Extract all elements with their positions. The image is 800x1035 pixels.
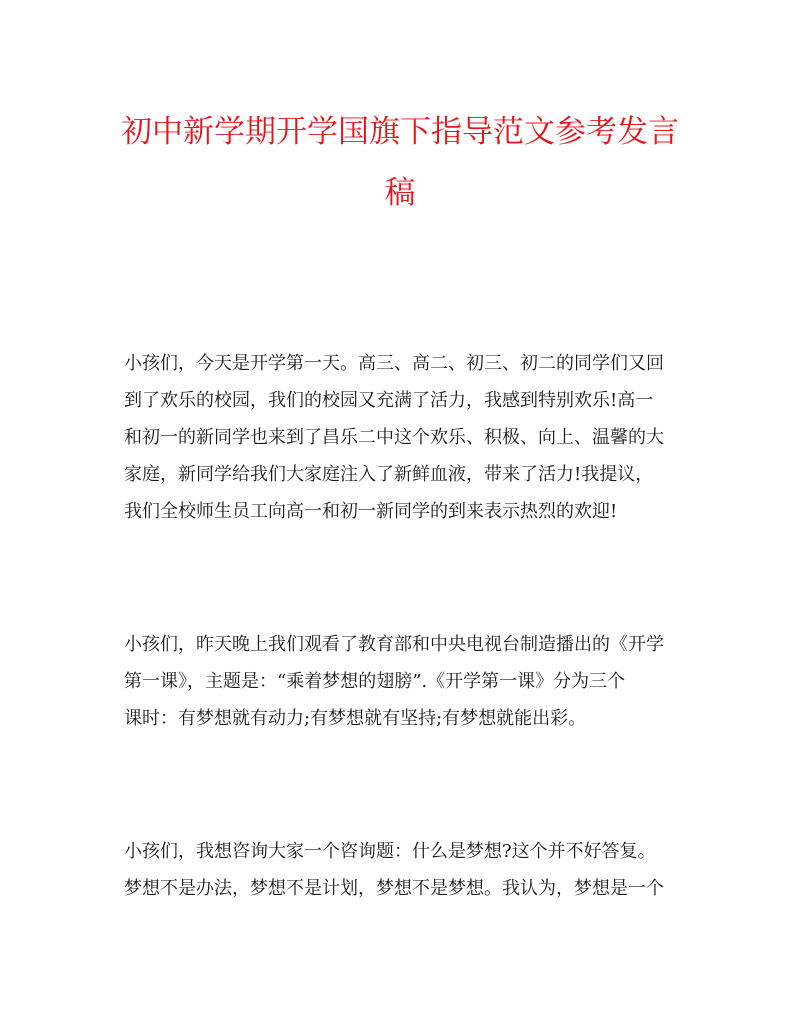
paragraph-line: 到了欢乐的校园，我们的校园又充满了活力，我感到特别欢乐!高一: [124, 390, 654, 411]
paragraph-line: 梦想不是办法，梦想不是计划，梦想不是梦想。我认为，梦想是一个: [124, 878, 664, 899]
paragraph-line: 小孩们，我想咨询大家一个咨询题：什么是梦想?这个并不好答复。: [124, 841, 656, 862]
paragraph-2: [124, 626, 684, 737]
paragraph-1: [124, 345, 684, 530]
paragraph-line: 家庭，新同学给我们大家庭注入了新鲜血液，带来了活力!我提议，: [124, 464, 654, 485]
paragraph-line: 和初一的新同学也来到了昌乐二中这个欢乐、积极、向上、温馨的大: [124, 427, 664, 448]
paragraph-line: 课时：有梦想就有动力;有梦想就有坚持;有梦想就能出彩。: [124, 708, 587, 729]
paragraph-line: 我们全校师生员工向高一和初一新同学的到来表示热烈的欢迎!: [124, 501, 618, 522]
paragraph-line: 小孩们，今天是开学第一天。高三、高二、初三、初二的同学们又回: [124, 353, 664, 374]
document-title-line-1: 初中新学期开学国旗下指导范文参考发言: [121, 114, 679, 150]
paragraph-line: 第一课》，主题是：“乘着梦想的翅膀”.《开学第一课》分为三个: [124, 671, 626, 692]
paragraph-3: [124, 833, 684, 907]
document-title-line-2: 稿: [384, 175, 416, 211]
paragraph-line: 小孩们，昨天晚上我们观看了教育部和中央电视台制造播出的《开学: [124, 634, 664, 655]
